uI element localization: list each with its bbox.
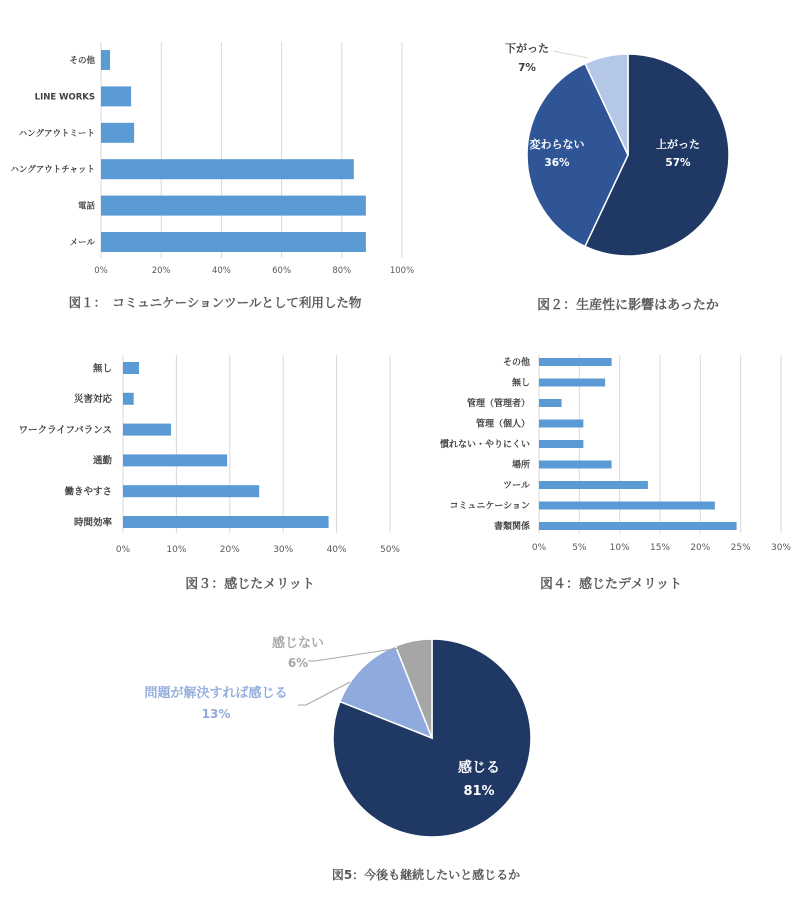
chart-1-bars (101, 50, 366, 252)
chart-1-caption: 図１： コミュニケーションツールとして利用した物 (68, 295, 362, 310)
chart-1-category-labels (10, 55, 95, 248)
c4-category-label: ツール (503, 481, 530, 492)
chart-4-caption: 図４：感じたデメリット (540, 577, 682, 592)
c4-category-label: 管理（個人） (475, 419, 530, 430)
c1-bar (101, 123, 134, 143)
c4-category-label: その他 (502, 358, 530, 369)
chart-3-merits (19, 355, 401, 592)
chart-5-continue (144, 635, 531, 882)
c4-bar (539, 379, 605, 387)
c3-category-label: 通勤 (92, 455, 112, 467)
c4-bar (539, 420, 583, 428)
c4-bar (539, 502, 715, 510)
c4-category-label: 管理（管理者） (466, 399, 530, 410)
c1-tick-label: 0% (94, 266, 108, 276)
c4-tick-label: 5% (572, 543, 587, 553)
chart-3-caption: 図３：感じたメリット (185, 577, 315, 592)
c4-bar (539, 461, 612, 469)
chart-2-leader-line (553, 51, 588, 58)
chart-1-gridlines (101, 42, 402, 258)
c4-tick-label: 30% (770, 543, 792, 553)
c4-tick-label: 10% (609, 543, 630, 553)
c3-bar (123, 485, 259, 497)
c4-category-label: 書類関係 (493, 522, 530, 533)
c4-bar (539, 522, 737, 530)
c3-category-label: ワークライフバランス (18, 424, 112, 436)
c3-category-label: 無し (92, 363, 112, 375)
c1-tick-label: 40% (211, 266, 231, 276)
chart-5-value-no: 6% (287, 656, 309, 670)
chart-2-label-unchanged: 変わらない (529, 138, 585, 151)
c4-category-label: コミュニケーション (449, 501, 530, 512)
c3-tick-label: 50% (379, 545, 401, 555)
c1-category-label: ハングアウトチャット (10, 165, 95, 176)
c3-bar (123, 516, 329, 528)
c1-bar (101, 50, 110, 70)
chart-5-label-conditional: 問題が解決すれば感じる (144, 686, 288, 701)
c1-category-label: LINE WORKS (34, 92, 95, 103)
chart-5-value-yes: 81% (463, 784, 495, 799)
c3-bar (123, 362, 139, 374)
c3-tick-label: 40% (326, 545, 347, 555)
chart-4-category-labels (439, 356, 531, 532)
chart-5-slices (333, 639, 531, 837)
chart-4-demerits (439, 355, 791, 592)
c4-bar (539, 399, 562, 407)
chart-2-label-up: 上がった (656, 138, 700, 151)
chart-1-tick-labels (94, 266, 414, 276)
c4-bar (539, 358, 612, 366)
c4-tick-label: 15% (649, 543, 671, 553)
c1-bar (101, 232, 366, 252)
chart-2-caption: 図２：生産性に影響はあったか (537, 298, 719, 313)
c3-tick-label: 10% (166, 545, 187, 555)
c1-category-label: 電話 (77, 201, 95, 212)
c1-category-label: ハングアウトミート (18, 128, 95, 139)
c1-tick-label: 80% (332, 266, 352, 276)
c3-category-label: 時間効率 (73, 517, 112, 529)
c3-tick-label: 0% (115, 545, 131, 555)
c1-bar (101, 86, 131, 106)
c4-tick-label: 25% (730, 543, 751, 553)
chart-2-value-unchanged: 36% (544, 157, 570, 169)
chart-2-label-down: 下がった (505, 42, 549, 55)
c1-tick-label: 100% (389, 266, 415, 276)
c4-category-label: 無し (511, 378, 530, 389)
c1-bar (101, 159, 354, 179)
c4-bar (539, 481, 648, 489)
c3-category-label: 働きやすさ (64, 486, 112, 498)
c3-tick-label: 20% (219, 545, 240, 555)
chart-2-value-down: 7% (518, 62, 536, 74)
chart-2-value-up: 57% (665, 157, 691, 169)
chart-5-value-conditional: 13% (201, 707, 231, 721)
c4-tick-label: 0% (531, 543, 547, 553)
chart-5-caption: 図5：今後も継続したいと感じるか (331, 868, 521, 882)
chart-5-label-yes: 感じる (458, 760, 500, 776)
c1-category-label: その他 (69, 55, 95, 66)
c1-category-label: メール (69, 237, 95, 248)
c4-category-label: 慣れない・やりにくい (439, 440, 530, 451)
c1-tick-label: 20% (151, 266, 171, 276)
chart-3-bars (123, 362, 329, 528)
chart-3-tick-labels (116, 545, 401, 555)
c3-bar (123, 454, 227, 466)
c3-category-label: 災害対応 (73, 394, 112, 406)
chart-3-gridlines (123, 355, 390, 533)
c3-bar (123, 424, 171, 436)
chart-5-label-no: 感じない (271, 636, 325, 651)
c3-tick-label: 30% (273, 545, 294, 555)
chart-4-tick-labels (532, 543, 792, 553)
chart-2-slices (527, 54, 729, 256)
chart-2-productivity (505, 41, 729, 313)
chart-4-bars (539, 358, 737, 530)
c4-tick-label: 20% (690, 543, 711, 553)
chart-1-tools (10, 42, 414, 310)
chart-3-category-labels (19, 362, 113, 528)
c1-tick-label: 60% (272, 266, 292, 276)
c1-bar (101, 196, 366, 216)
c4-bar (539, 440, 583, 448)
c4-category-label: 場所 (511, 460, 530, 471)
c3-bar (123, 393, 134, 405)
